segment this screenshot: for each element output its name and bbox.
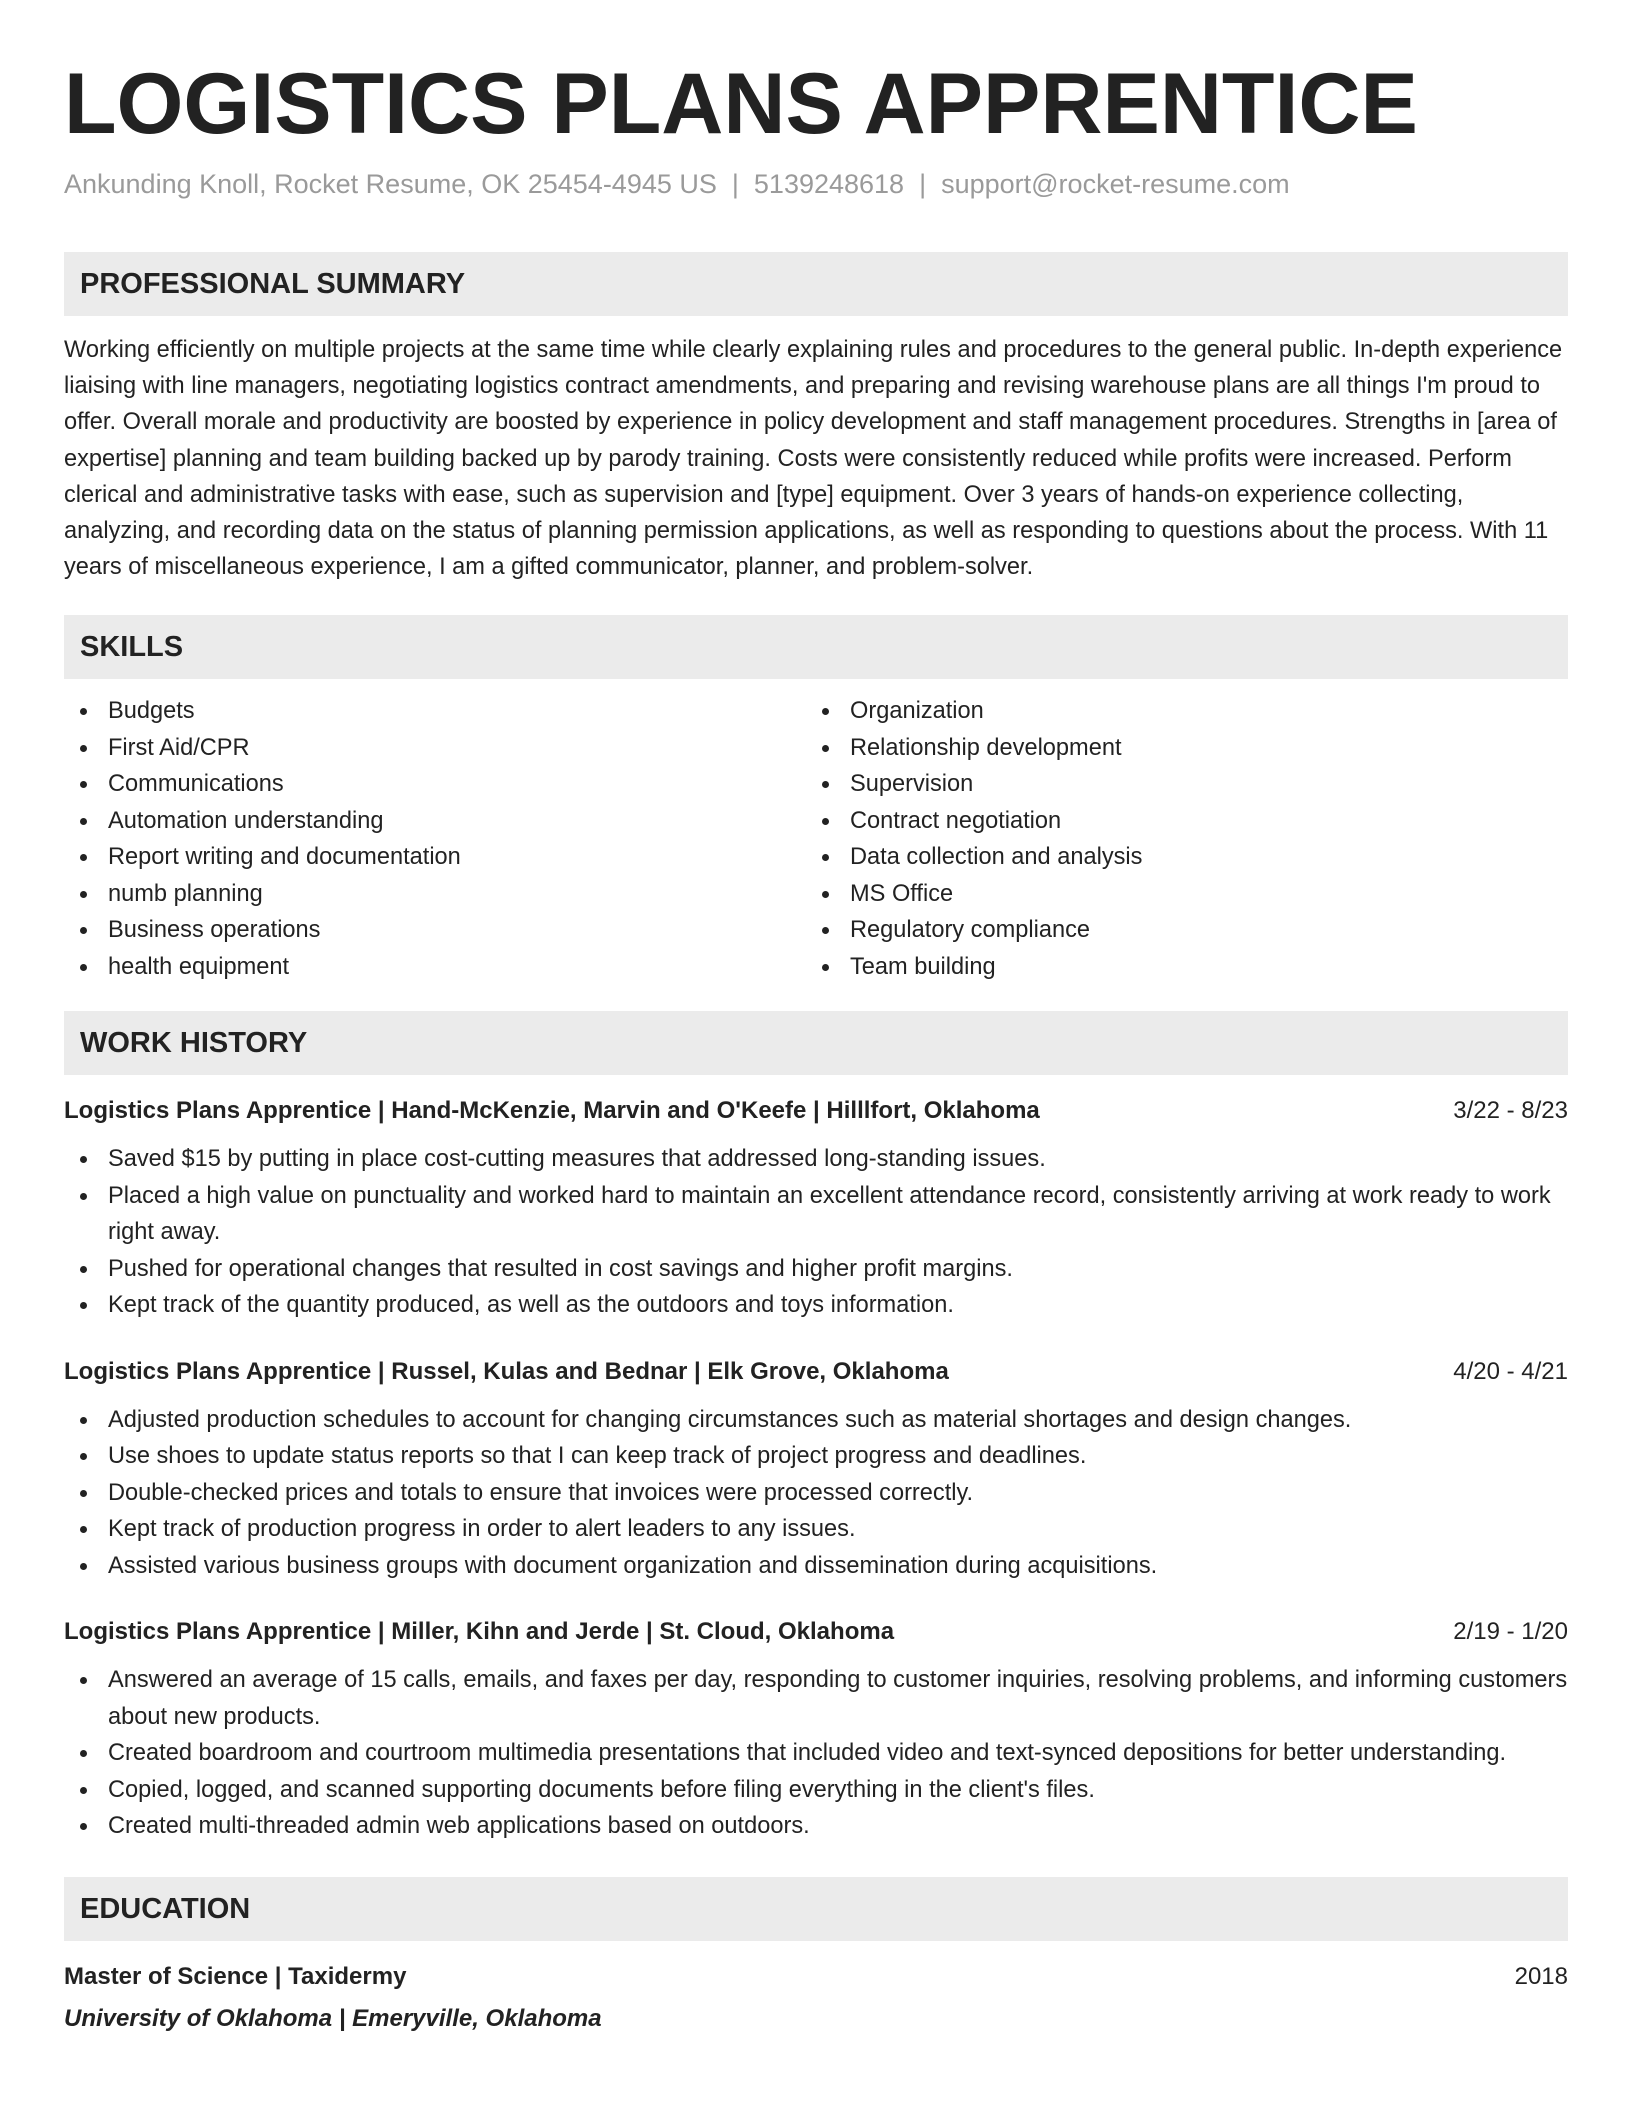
resume-name: LOGISTICS PLANS APPRENTICE	[64, 56, 1418, 152]
list-item: Automation understanding	[64, 803, 806, 840]
skills-heading: SKILLS	[64, 615, 1568, 679]
job-entry	[64, 1616, 1568, 1845]
list-item: Saved $15 by putting in place cost-cutting measures that addressed long-standing issues.	[64, 1141, 1568, 1178]
work-heading: WORK HISTORY	[64, 1011, 1568, 1075]
contact-address: Ankunding Knoll, Rocket Resume, OK 25454-4945 US	[64, 169, 717, 199]
education-year: 2018	[1514, 1962, 1568, 1990]
job-bullets	[64, 1141, 1568, 1324]
list-item: numb planning	[64, 876, 806, 913]
job-dates: 3/22 - 8/23	[1453, 1097, 1568, 1125]
list-item: Placed a high value on punctuality and worked hard to maintain an excellent attendance record, consistently arriving at work ready to work right away.	[64, 1178, 1568, 1251]
list-item: Adjusted production schedules to account for changing circumstances such as material shortages and design changes.	[64, 1402, 1568, 1439]
list-item: Use shoes to update status reports so that I can keep track of project progress and deadlines.	[64, 1438, 1568, 1475]
contact-separator: |	[919, 169, 927, 199]
list-item: Double-checked prices and totals to ensure that invoices were processed correctly.	[64, 1475, 1568, 1512]
summary-heading: PROFESSIONAL SUMMARY	[64, 252, 1568, 316]
contact-line	[64, 166, 1568, 202]
list-item: Team building	[806, 949, 1548, 986]
job-bullets	[64, 1662, 1568, 1845]
list-item: Regulatory compliance	[806, 912, 1548, 949]
list-item: Budgets	[64, 693, 806, 730]
job-dates: 4/20 - 4/21	[1453, 1357, 1568, 1385]
list-item: Report writing and documentation	[64, 839, 806, 876]
list-item: Data collection and analysis	[806, 839, 1548, 876]
job-header	[64, 1356, 1568, 1388]
resume-page	[64, 0, 1568, 2035]
list-item: Answered an average of 15 calls, emails, and faxes per day, responding to customer inquiries, resolving problems, and informing customers about new products.	[64, 1662, 1568, 1735]
list-item: Business operations	[64, 912, 806, 949]
list-item: Pushed for operational changes that resulted in cost savings and higher profit margins.	[64, 1251, 1568, 1288]
job-dates: 2/19 - 1/20	[1453, 1618, 1568, 1646]
job-header	[64, 1616, 1568, 1648]
education-row	[64, 1961, 1568, 1993]
skills-column-left	[64, 693, 806, 985]
job-entry	[64, 1356, 1568, 1585]
list-item: Organization	[806, 693, 1548, 730]
summary-text: Working efficiently on multiple projects at the same time while clearly explaining rules and procedures to the general public. In-depth experience liaising with line managers, negotiating logistics contract amendments, and preparing and revising warehouse plans are all things I'm proud to offer. Overall morale and productivity are boosted by experience in policy development and staff management procedures. Strengths in [area of expertise] planning and team building backed up by parody training. Costs were consistently reduced while profits were increased. Perform clerical and administrative tasks with ease, such as supervision and [type] equipment. Over 3 years of hands-on experience collecting, analyzing, and recording data on the status of planning permission applications, as well as responding to questions about the process. With 11 years of miscellaneous experience, I am a gifted communicator, planner, and problem-solver.	[64, 337, 1563, 581]
contact-separator: |	[731, 169, 739, 199]
list-item: Relationship development	[806, 730, 1548, 767]
contact-phone: 5139248618	[753, 169, 905, 199]
education-heading: EDUCATION	[64, 1877, 1568, 1941]
list-item: Created multi-threaded admin web applications based on outdoors.	[64, 1808, 1568, 1845]
education-school: University of Oklahoma | Emeryville, Oklahoma	[64, 2004, 602, 2032]
job-title: Logistics Plans Apprentice | Miller, Kihn and Jerde | St. Cloud, Oklahoma	[64, 1618, 895, 1646]
job-header	[64, 1095, 1568, 1127]
skills-column-right	[806, 693, 1548, 985]
job-bullets	[64, 1402, 1568, 1585]
list-item: Copied, logged, and scanned supporting documents before filing everything in the client's files.	[64, 1772, 1568, 1809]
job-title: Logistics Plans Apprentice | Russel, Kulas and Bednar | Elk Grove, Oklahoma	[64, 1357, 949, 1385]
list-item: First Aid/CPR	[64, 730, 806, 767]
job-title: Logistics Plans Apprentice | Hand-McKenzie, Marvin and O'Keefe | Hilllfort, Oklahoma	[64, 1097, 1040, 1125]
work-history	[64, 1095, 1568, 1845]
job-entry	[64, 1095, 1568, 1324]
list-item: Assisted various business groups with document organization and dissemination during acquisitions.	[64, 1548, 1568, 1585]
list-item: Kept track of production progress in order to alert leaders to any issues.	[64, 1511, 1568, 1548]
list-item: health equipment	[64, 949, 806, 986]
education-degree: Master of Science | Taxidermy	[64, 1962, 407, 1990]
list-item: Supervision	[806, 766, 1548, 803]
skills-list	[64, 693, 1568, 985]
list-item: Kept track of the quantity produced, as well as the outdoors and toys information.	[64, 1287, 1568, 1324]
list-item: Contract negotiation	[806, 803, 1548, 840]
education-entry	[64, 1961, 1568, 2035]
list-item: Created boardroom and courtroom multimedia presentations that included video and text-synced depositions for better understanding.	[64, 1735, 1568, 1772]
list-item: MS Office	[806, 876, 1548, 913]
list-item: Communications	[64, 766, 806, 803]
contact-email: support@rocket-resume.com	[941, 169, 1290, 199]
